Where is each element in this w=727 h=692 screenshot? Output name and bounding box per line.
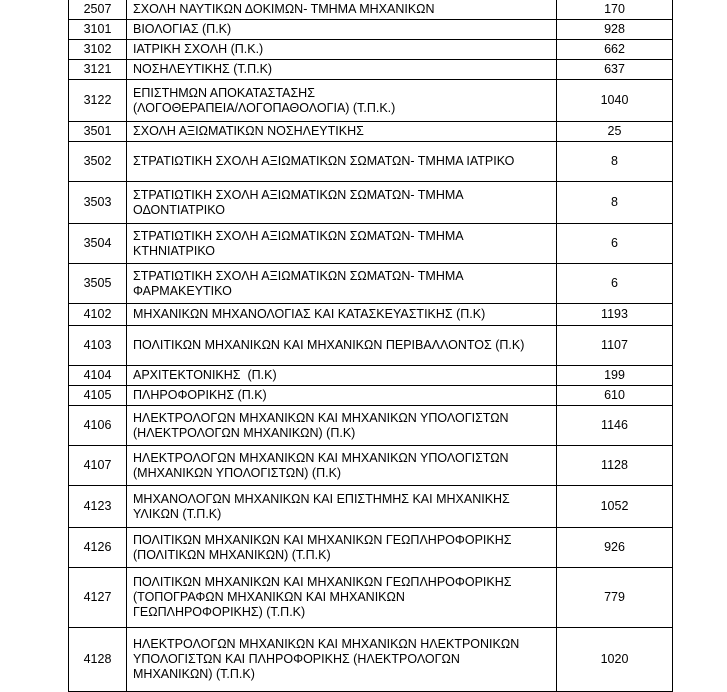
department-name: ΗΛΕΚΤΡΟΛΟΓΩΝ ΜΗΧΑΝΙΚΩΝ ΚΑΙ ΜΗΧΑΝΙΚΩΝ ΥΠΟΛΟΓΙΣΤΩΝ (ΗΛΕΚΤΡΟΛΟΓΩΝ ΜΗΧΑΝΙΚΩΝ) (Π.Κ) [133, 410, 509, 440]
table-row [69, 264, 673, 304]
department-name-cell [127, 80, 557, 122]
department-name-cell [127, 224, 557, 264]
department-count: 1020 [557, 628, 673, 692]
table-row [69, 80, 673, 122]
department-count: 6 [557, 264, 673, 304]
department-code: 3505 [69, 264, 127, 304]
department-name-cell [127, 568, 557, 628]
table-row [69, 0, 673, 20]
department-code: 4104 [69, 366, 127, 386]
department-code: 3504 [69, 224, 127, 264]
department-code: 3122 [69, 80, 127, 122]
department-name: ΠΟΛΙΤΙΚΩΝ ΜΗΧΑΝΙΚΩΝ ΚΑΙ ΜΗΧΑΝΙΚΩΝ ΓΕΩΠΛΗΡΟΦΟΡΙΚΗΣ (ΠΟΛΙΤΙΚΩΝ ΜΗΧΑΝΙΚΩΝ) (Τ.Π.Κ) [133, 532, 512, 562]
department-name: ΜΗΧΑΝΙΚΩΝ ΜΗΧΑΝΟΛΟΓΙΑΣ ΚΑΙ ΚΑΤΑΣΚΕΥΑΣΤΙΚΗΣ (Π.Κ) [133, 307, 486, 321]
department-name: ΣΧΟΛΗ ΝΑΥΤΙΚΩΝ ΔΟΚΙΜΩΝ- ΤΜΗΜΑ ΜΗΧΑΝΙΚΩΝ [133, 2, 435, 16]
table-row [69, 182, 673, 224]
table-row [69, 406, 673, 446]
department-name: ΣΤΡΑΤΙΩΤΙΚΗ ΣΧΟΛΗ ΑΞΙΩΜΑΤΙΚΩΝ ΣΩΜΑΤΩΝ- ΤΜΗΜΑ ΦΑΡΜΑΚΕΥΤΙΚΟ [133, 268, 464, 298]
department-name: ΣΤΡΑΤΙΩΤΙΚΗ ΣΧΟΛΗ ΑΞΙΩΜΑΤΙΚΩΝ ΣΩΜΑΤΩΝ- ΤΜΗΜΑ ΟΔΟΝΤΙΑΤΡΙΚΟ [133, 187, 464, 217]
department-count: 8 [557, 142, 673, 182]
departments-table [68, 0, 673, 692]
department-name-cell [127, 486, 557, 528]
table-row [69, 224, 673, 264]
department-name: ΗΛΕΚΤΡΟΛΟΓΩΝ ΜΗΧΑΝΙΚΩΝ ΚΑΙ ΜΗΧΑΝΙΚΩΝ ΥΠΟΛΟΓΙΣΤΩΝ (ΜΗΧΑΝΙΚΩΝ ΥΠΟΛΟΓΙΣΤΩΝ) (Π.Κ) [133, 450, 509, 480]
department-code: 3503 [69, 182, 127, 224]
department-count: 637 [557, 60, 673, 80]
table-row [69, 60, 673, 80]
department-code: 4127 [69, 568, 127, 628]
department-name-cell [127, 528, 557, 568]
department-name-cell [127, 20, 557, 40]
table-row [69, 366, 673, 386]
department-name: ΠΟΛΙΤΙΚΩΝ ΜΗΧΑΝΙΚΩΝ ΚΑΙ ΜΗΧΑΝΙΚΩΝ ΓΕΩΠΛΗΡΟΦΟΡΙΚΗΣ (ΤΟΠΟΓΡΑΦΩΝ ΜΗΧΑΝΙΚΩΝ ΚΑΙ ΜΗΧΑΝΙΚΩΝ ΓΕΩΠΛΗΡΟΦΟΡΙΚΗΣ) (Τ.Π.Κ) [133, 575, 512, 619]
department-name-cell [127, 264, 557, 304]
table-row [69, 486, 673, 528]
department-code: 3121 [69, 60, 127, 80]
department-name-cell [127, 122, 557, 142]
department-code: 4128 [69, 628, 127, 692]
department-count: 199 [557, 366, 673, 386]
department-name: ΜΗΧΑΝΟΛΟΓΩΝ ΜΗΧΑΝΙΚΩΝ ΚΑΙ ΕΠΙΣΤΗΜΗΣ ΚΑΙ ΜΗΧΑΝΙΚΗΣ ΥΛΙΚΩΝ (Τ.Π.Κ) [133, 491, 510, 521]
department-code: 4102 [69, 304, 127, 326]
departments-table-page [68, 0, 673, 692]
department-code: 3502 [69, 142, 127, 182]
department-name-cell [127, 182, 557, 224]
department-count: 610 [557, 386, 673, 406]
department-count: 779 [557, 568, 673, 628]
department-count: 6 [557, 224, 673, 264]
department-count: 926 [557, 528, 673, 568]
department-name-cell [127, 326, 557, 366]
department-count: 1146 [557, 406, 673, 446]
table-row [69, 528, 673, 568]
department-code: 3102 [69, 40, 127, 60]
table-row [69, 20, 673, 40]
department-name-cell [127, 366, 557, 386]
department-code: 2507 [69, 0, 127, 20]
department-code: 3501 [69, 122, 127, 142]
department-code: 4123 [69, 486, 127, 528]
department-code: 4107 [69, 446, 127, 486]
department-count: 8 [557, 182, 673, 224]
department-name-cell [127, 142, 557, 182]
department-count: 928 [557, 20, 673, 40]
department-code: 3101 [69, 20, 127, 40]
department-count: 1040 [557, 80, 673, 122]
department-name: ΙΑΤΡΙΚΗ ΣΧΟΛΗ (Π.Κ.) [133, 42, 264, 56]
department-count: 662 [557, 40, 673, 60]
department-name-cell [127, 40, 557, 60]
table-row [69, 326, 673, 366]
department-name-cell [127, 60, 557, 80]
department-count: 1193 [557, 304, 673, 326]
department-name: ΠΟΛΙΤΙΚΩΝ ΜΗΧΑΝΙΚΩΝ ΚΑΙ ΜΗΧΑΝΙΚΩΝ ΠΕΡΙΒΑΛΛΟΝΤΟΣ (Π.Κ) [133, 338, 525, 352]
department-name: ΗΛΕΚΤΡΟΛΟΓΩΝ ΜΗΧΑΝΙΚΩΝ ΚΑΙ ΜΗΧΑΝΙΚΩΝ ΗΛΕΚΤΡΟΝΙΚΩΝ ΥΠΟΛΟΓΙΣΤΩΝ ΚΑΙ ΠΛΗΡΟΦΟΡΙΚΗΣ (ΗΛΕΚΤΡΟΛΟΓΩΝ ΜΗΧΑΝΙΚΩΝ) (Τ.Π.Κ) [133, 637, 520, 681]
department-count: 1107 [557, 326, 673, 366]
department-name: ΕΠΙΣΤΗΜΩΝ ΑΠΟΚΑΤΑΣΤΑΣΗΣ (ΛΟΓΟΘΕΡΑΠΕΙΑ/ΛΟΓΟΠΑΘΟΛΟΓΙΑ) (Τ.Π.Κ.) [133, 85, 396, 115]
department-name-cell [127, 0, 557, 20]
department-count: 1128 [557, 446, 673, 486]
department-name-cell [127, 304, 557, 326]
table-row [69, 40, 673, 60]
department-name: ΒΙΟΛΟΓΙΑΣ (Π.Κ) [133, 22, 232, 36]
table-row [69, 568, 673, 628]
department-name: ΑΡΧΙΤΕΚΤΟΝΙΚΗΣ (Π.Κ) [133, 368, 277, 382]
department-name-cell [127, 446, 557, 486]
department-name: ΣΧΟΛΗ ΑΞΙΩΜΑΤΙΚΩΝ ΝΟΣΗΛΕΥΤΙΚΗΣ [133, 124, 364, 138]
table-row [69, 446, 673, 486]
department-name: ΝΟΣΗΛΕΥΤΙΚΗΣ (Τ.Π.Κ) [133, 62, 273, 76]
table-row [69, 304, 673, 326]
department-name-cell [127, 406, 557, 446]
department-name: ΣΤΡΑΤΙΩΤΙΚΗ ΣΧΟΛΗ ΑΞΙΩΜΑΤΙΚΩΝ ΣΩΜΑΤΩΝ- ΤΜΗΜΑ ΚΤΗΝΙΑΤΡΙΚΟ [133, 228, 464, 258]
table-row [69, 142, 673, 182]
department-count: 170 [557, 0, 673, 20]
department-code: 4126 [69, 528, 127, 568]
department-name: ΣΤΡΑΤΙΩΤΙΚΗ ΣΧΟΛΗ ΑΞΙΩΜΑΤΙΚΩΝ ΣΩΜΑΤΩΝ- ΤΜΗΜΑ ΙΑΤΡΙΚΟ [133, 154, 515, 168]
table-body [69, 0, 673, 692]
table-row [69, 122, 673, 142]
department-count: 25 [557, 122, 673, 142]
department-name-cell [127, 386, 557, 406]
department-code: 4106 [69, 406, 127, 446]
department-count: 1052 [557, 486, 673, 528]
department-code: 4103 [69, 326, 127, 366]
department-name: ΠΛΗΡΟΦΟΡΙΚΗΣ (Π.Κ) [133, 388, 267, 402]
table-row [69, 386, 673, 406]
department-code: 4105 [69, 386, 127, 406]
